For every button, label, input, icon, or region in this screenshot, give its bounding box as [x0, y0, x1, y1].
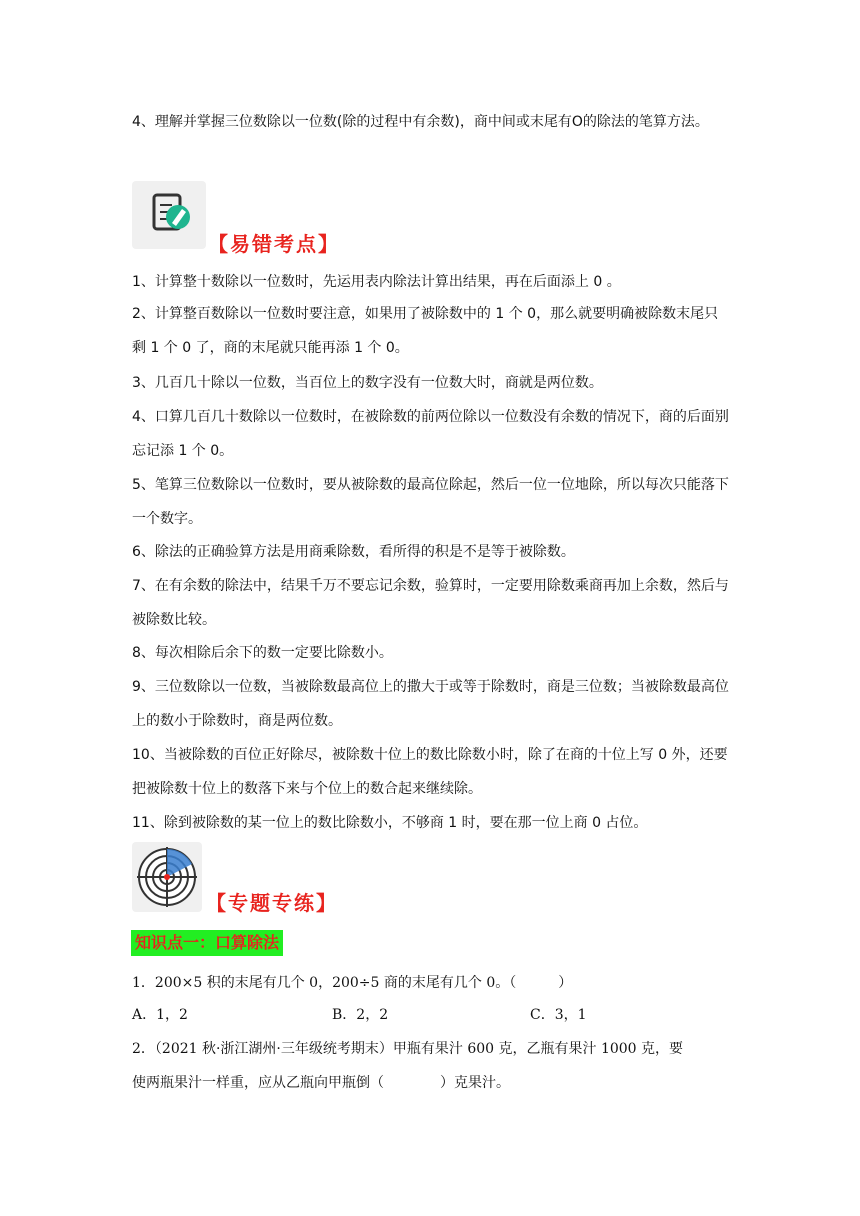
objective-4: 4、理解并掌握三位数除以一位数(除的过程中有余数)，商中间或末尾有O的除法的笔算方法。 [132, 114, 709, 130]
section-title-practice: 【专题专练】 [206, 891, 338, 915]
mistake-item: 3、几百几十除以一位数，当百位上的数字没有一位数大时，商就是两位数。 [132, 375, 603, 391]
question-2-line1: 2．（2021 秋·浙江湖州·三年级统考期末）甲瓶有果汁 600 克，乙瓶有果汁 1000 克，要 [132, 1041, 684, 1057]
option-a: A．1，2 [132, 1007, 188, 1023]
option-c: C．3，1 [530, 1007, 587, 1023]
question-1: 1．200×5 积的末尾有几个 0，200÷5 商的末尾有几个 0。（ ） [132, 975, 573, 991]
mistake-item: 7、在有余数的除法中，结果千万不要忘记余数，验算时，一定要用除数乘商再加上余数，然后与被除数比较。 [132, 578, 729, 628]
note-pen-icon [132, 181, 206, 249]
knowledge-point-heading: 知识点一：口算除法 [131, 930, 283, 956]
question-2-line2: 使两瓶果汁一样重，应从乙瓶向甲瓶倒（ ）克果汁。 [132, 1075, 510, 1091]
mistake-item: 1、计算整十数除以一位数时，先运用表内除法计算出结果，再在后面添上 0 。 [132, 274, 621, 290]
mistake-item: 9、三位数除以一位数，当被除数最高位上的撒大于或等于除数时，商是三位数；当被除数最高位上的数小于除数时，商是两位数。 [132, 679, 729, 729]
target-icon [132, 842, 202, 912]
mistake-item: 11、除到被除数的某一位上的数比除数小，不够商 1 时，要在那一位上商 0 占位。 [132, 815, 648, 831]
mistake-item: 10、当被除数的百位正好除尽，被除数十位上的数比除数小时，除了在商的十位上写 0 外，还要把被除数十位上的数落下来与个位上的数合起来继续除。 [132, 747, 728, 797]
mistake-item: 6、除法的正确验算方法是用商乘除数，看所得的积是不是等于被除数。 [132, 544, 575, 560]
mistake-item: 2、计算整百数除以一位数时要注意，如果用了被除数中的 1 个 0，那么就要明确被除数末尾只剩 1 个 0 了，商的末尾就只能再添 1 个 0。 [132, 306, 719, 356]
mistake-item: 8、每次相除后余下的数一定要比除数小。 [132, 645, 393, 661]
option-b: B．2，2 [332, 1007, 389, 1023]
section-title-mistakes: 【易错考点】 [208, 232, 340, 256]
mistake-item: 4、口算几百几十数除以一位数时，在被除数的前两位除以一位数没有余数的情况下，商的后面别忘记添 1 个 0。 [132, 409, 729, 459]
mistake-item: 5、笔算三位数除以一位数时，要从被除数的最高位除起，然后一位一位地除，所以每次只能落下一个数字。 [132, 477, 729, 527]
